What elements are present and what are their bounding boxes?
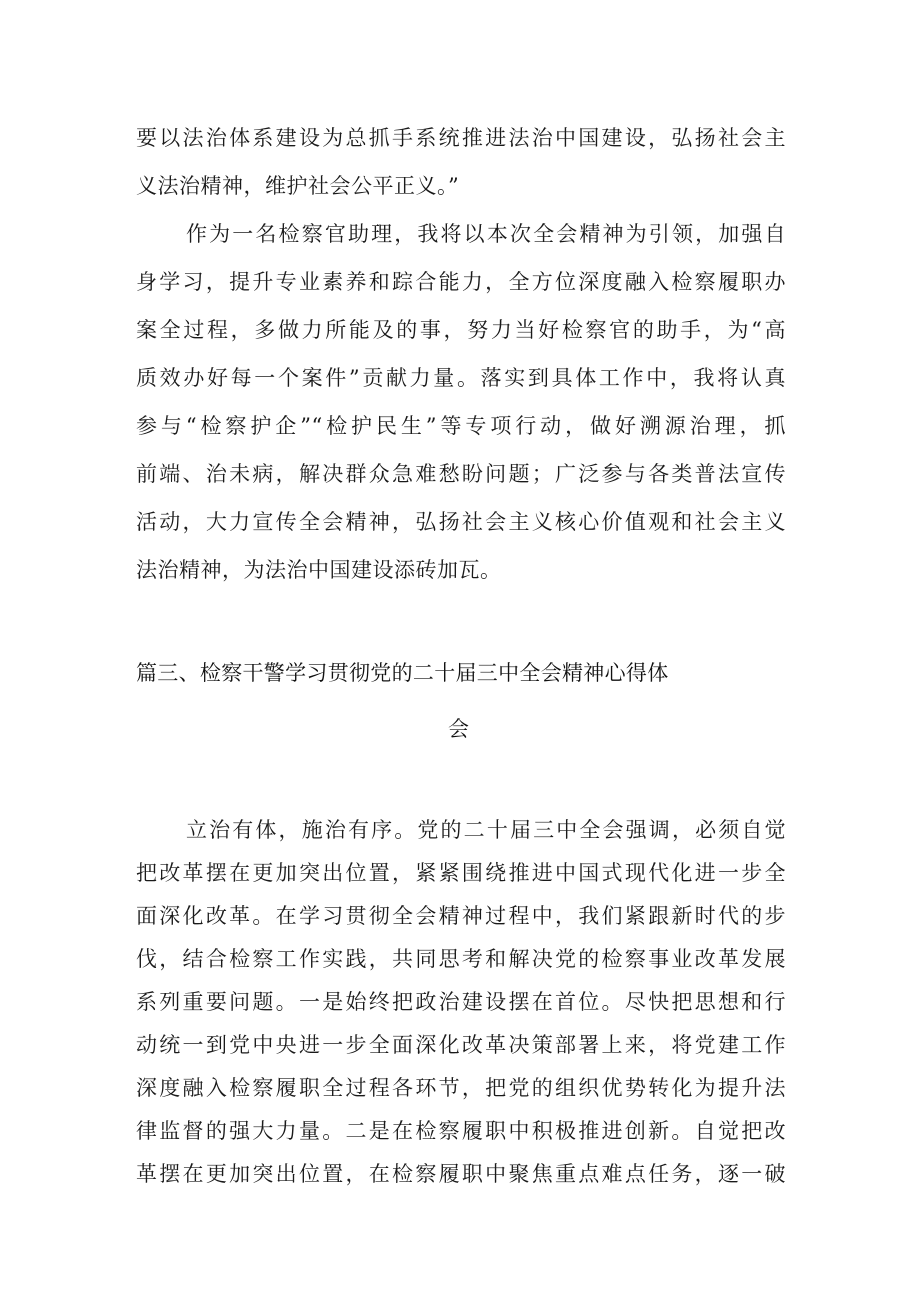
- text-line: 伐，结合检察工作实践，共同思考和解决党的检察事业改革发展: [136, 947, 786, 971]
- text-line: 系列重要问题。一是始终把政治建设摆在首位。尽快把思想和行: [136, 990, 786, 1014]
- heading-line: 篇三、检察干警学习贯彻党的二十届三中全会精神心得体: [136, 661, 669, 685]
- text-line: 面深化改革。在学习贯彻全会精神过程中，我们紧跟新时代的步: [136, 904, 786, 928]
- text-line: 立治有体，施治有序。党的二十届三中全会强调，必须自觉: [186, 818, 786, 842]
- text-line: 质效办好每一个案件”贡献力量。落实到具体工作中，我将认真: [136, 366, 786, 390]
- text-line: 革摆在更加突出位置，在检察履职中聚焦重点难点任务，逐一破: [136, 1162, 786, 1186]
- text-line: 参与“检察护企”“检护民生”等专项行动，做好溯源治理，抓: [136, 414, 786, 438]
- text-line: 身学习，提升专业素养和踪合能力，全方位深度融入检察履职办: [136, 270, 786, 294]
- text-line: 义法治精神，维护社会公平正义。”: [136, 174, 460, 198]
- text-line: 前端、治未病，解决群众急难愁盼问题；广泛参与各类普法宣传: [136, 462, 786, 486]
- text-line: 法治精神，为法治中国建设添砖加瓦。: [136, 558, 502, 582]
- heading-line: 会: [448, 717, 470, 741]
- text-line: 动统一到党中央进一步全面深化改革决策部署上来，将党建工作: [136, 1033, 786, 1057]
- text-line: 把改革摆在更加突出位置，紧紧围绕推进中国式现代化进一步全: [136, 861, 786, 885]
- text-line: 律监督的强大力量。二是在检察履职中积极推进创新。自觉把改: [136, 1119, 786, 1143]
- text-line: 作为一名检察官助理，我将以本次全会精神为引领，加强自: [186, 222, 786, 246]
- text-line: 要以法治体系建设为总抓手系统推进法治中国建设，弘扬社会主: [136, 126, 786, 150]
- text-line: 案全过程，多做力所能及的事，努力当好检察官的助手，为“高: [136, 318, 786, 342]
- text-line: 活动，大力宣传全会精神，弘扬社会主义核心价值观和社会主义: [136, 510, 786, 534]
- text-line: 深度融入检察履职全过程各环节，把党的组织优势转化为提升法: [136, 1076, 786, 1100]
